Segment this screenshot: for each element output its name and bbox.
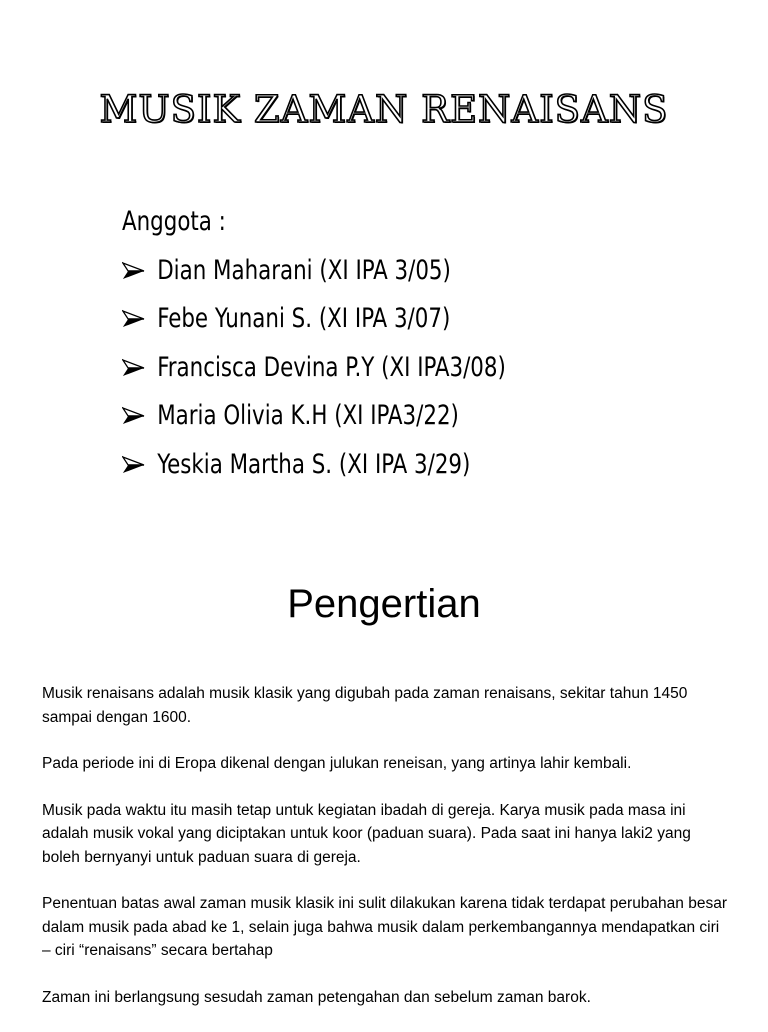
arrow-right-icon (122, 356, 145, 380)
arrow-right-icon (122, 453, 145, 477)
definition-slide (0, 512, 768, 1024)
paragraph: Musik renaisans adalah musik klasik yang digubah pada zaman renaisans, sekitar tahun 1450 sampai dengan 1600. (42, 685, 688, 726)
paragraph: Pada periode ini di Eropa dikenal dengan julukan reneisan, yang artinya lahir kembali. (42, 755, 632, 772)
arrow-right-icon (122, 404, 145, 428)
member-name: Francisca Devina P.Y (XI IPA3/08) (157, 351, 506, 383)
member-name: Dian Maharani (XI IPA 3/05) (157, 254, 451, 286)
paragraph: Musik pada waktu itu masih tetap untuk kegiatan ibadah di gereja. Karya musik pada masa ini adalah musik vokal yang diciptakan untuk koor (paduan suara). Pada saat ini hanya laki2 yang boleh bernyanyi untuk paduan suara di gereja. (42, 801, 691, 866)
paragraph: Zaman ini berlangsung sesudah zaman petengahan dan sebelum zaman barok. (42, 988, 591, 1006)
title-slide (0, 0, 768, 512)
member-name: Yeskia Martha S. (XI IPA 3/29) (157, 448, 471, 480)
arrow-right-icon (122, 307, 145, 331)
list-item (122, 392, 506, 441)
list-item (122, 441, 506, 490)
body-text (42, 682, 732, 1032)
member-name: Febe Yunani S. (XI IPA 3/07) (157, 303, 451, 334)
list-item (122, 344, 506, 393)
list-item (122, 295, 506, 344)
section-title: Pengertian (287, 582, 481, 626)
members-list (122, 247, 506, 490)
members-heading: Anggota : (122, 206, 226, 237)
members-block (122, 198, 506, 489)
paragraph: Penentuan batas awal zaman musik klasik ini sulit dilakukan karena tidak terdapat perubahan besar dalam musik pada abad ke 1, selain juga bahwa musik dalam perkembangannya mendapatkan ciri – ciri “renaisans” secara bertahap (42, 895, 727, 959)
member-name: Maria Olivia K.H (XI IPA3/22) (157, 400, 459, 431)
slide-title (0, 88, 768, 131)
list-item (122, 247, 506, 296)
slide-title-text: MUSIK ZAMAN RENAISANS (99, 88, 669, 131)
arrow-right-icon (122, 259, 145, 283)
